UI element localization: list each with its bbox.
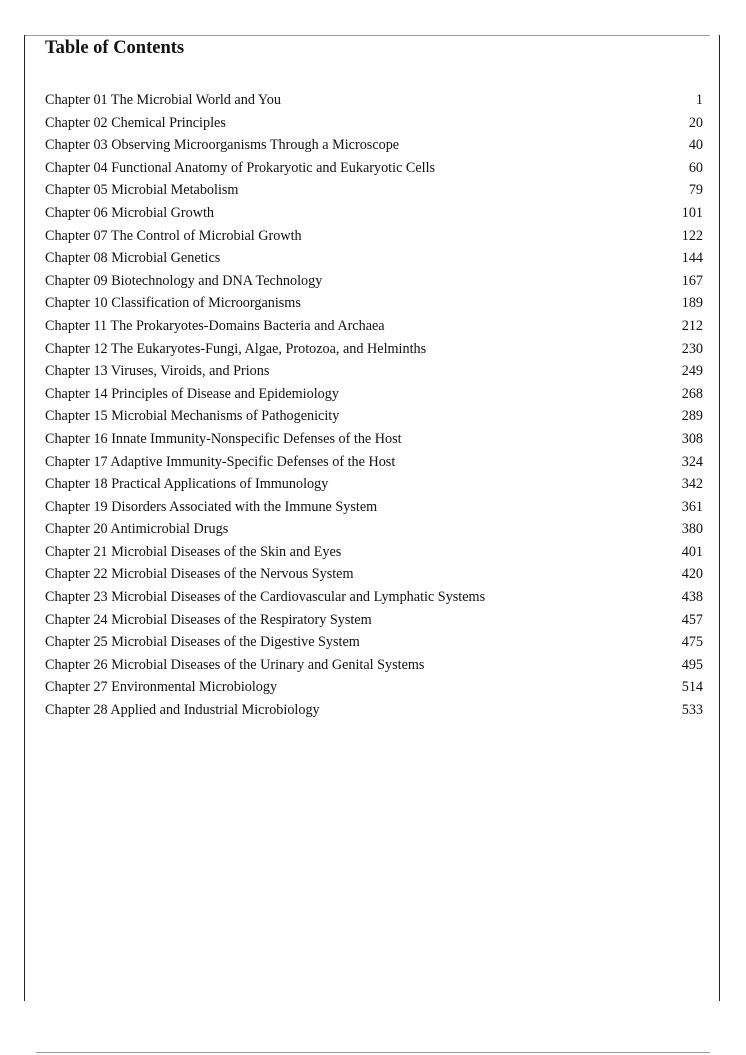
toc-list xyxy=(45,89,703,722)
toc-entry-label: Chapter 04 Functional Anatomy of Prokaryotic and Eukaryotic Cells xyxy=(45,159,436,176)
toc-entry[interactable] xyxy=(45,676,703,699)
toc-entry-label: Chapter 17 Adaptive Immunity-Specific Defenses of the Host xyxy=(45,453,396,470)
toc-entry[interactable] xyxy=(45,89,703,112)
toc-entry-label: Chapter 07 The Control of Microbial Growth xyxy=(45,227,302,244)
toc-entry-page-number: 457 xyxy=(681,611,703,628)
toc-entry[interactable] xyxy=(45,270,703,293)
toc-entry-label: Chapter 08 Microbial Genetics xyxy=(45,250,221,267)
table-of-contents xyxy=(45,37,703,719)
toc-entry-label: Chapter 16 Innate Immunity-Nonspecific Defenses of the Host xyxy=(45,430,402,447)
toc-entry[interactable] xyxy=(45,179,703,202)
toc-entry[interactable] xyxy=(45,563,703,586)
toc-entry-label: Chapter 27 Environmental Microbiology xyxy=(45,679,278,696)
toc-entry[interactable] xyxy=(45,631,703,654)
toc-entry-page-number: 420 xyxy=(681,566,703,583)
toc-entry-label: Chapter 21 Microbial Diseases of the Skin and Eyes xyxy=(45,543,342,560)
toc-entry-label: Chapter 25 Microbial Diseases of the Digestive System xyxy=(45,634,360,651)
top-rule xyxy=(25,35,710,36)
toc-entry-label: Chapter 09 Biotechnology and DNA Technology xyxy=(45,272,323,289)
toc-entry-label: Chapter 01 The Microbial World and You xyxy=(45,92,281,108)
toc-entry[interactable] xyxy=(45,586,703,609)
toc-entry-label: Chapter 14 Principles of Disease and Epidemiology xyxy=(45,385,339,402)
toc-entry[interactable] xyxy=(45,360,703,383)
toc-title: Table of Contents xyxy=(45,38,185,58)
left-page-edge xyxy=(24,35,25,1001)
right-page-edge xyxy=(719,35,720,1001)
toc-entry-label: Chapter 05 Microbial Metabolism xyxy=(45,182,239,199)
toc-entry[interactable] xyxy=(45,157,703,180)
toc-entry-page-number: 342 xyxy=(681,476,703,493)
toc-entry-label: Chapter 11 The Prokaryotes-Domains Bacteria and Archaea xyxy=(45,317,385,334)
toc-entry-page-number: 289 xyxy=(681,408,703,425)
toc-entry-page-number: 189 xyxy=(681,295,703,312)
toc-entry-label: Chapter 12 The Eukaryotes-Fungi, Algae, Protozoa, and Helminths xyxy=(45,340,427,357)
toc-entry-page-number: 40 xyxy=(688,137,703,154)
toc-entry-page-number: 144 xyxy=(681,250,703,267)
toc-entry-page-number: 122 xyxy=(681,227,703,244)
toc-entry-page-number: 308 xyxy=(681,430,703,447)
toc-entry[interactable] xyxy=(45,654,703,677)
toc-entry-label: Chapter 03 Observing Microorganisms Through a Microscope xyxy=(45,137,400,154)
toc-entry[interactable] xyxy=(45,292,703,315)
toc-entry-page-number: 514 xyxy=(681,679,703,696)
toc-entry[interactable] xyxy=(45,225,703,248)
toc-entry[interactable] xyxy=(45,473,703,496)
bottom-rule xyxy=(36,1052,710,1053)
toc-entry-label: Chapter 15 Microbial Mechanisms of Pathogenicity xyxy=(45,408,340,425)
toc-entry-page-number: 60 xyxy=(688,159,703,176)
toc-entry[interactable] xyxy=(45,112,703,135)
toc-entry[interactable] xyxy=(45,247,703,270)
toc-entry-label: Chapter 24 Microbial Diseases of the Respiratory System xyxy=(45,611,372,628)
toc-entry-page-number: 230 xyxy=(681,340,703,357)
toc-entry-page-number: 212 xyxy=(681,317,703,334)
toc-entry[interactable] xyxy=(45,518,703,541)
toc-entry-page-number: 324 xyxy=(681,453,703,470)
toc-entry-page-number: 475 xyxy=(681,634,703,651)
toc-entry-page-number: 249 xyxy=(681,363,703,380)
toc-entry-label: Chapter 18 Practical Applications of Immunology xyxy=(45,476,329,493)
toc-entry-page-number: 380 xyxy=(681,521,703,538)
toc-entry[interactable] xyxy=(45,428,703,451)
toc-entry[interactable] xyxy=(45,699,703,722)
toc-entry-label: Chapter 19 Disorders Associated with the Immune System xyxy=(45,498,378,515)
toc-entry[interactable] xyxy=(45,202,703,225)
toc-entry-page-number: 1 xyxy=(695,92,703,108)
toc-entry-label: Chapter 22 Microbial Diseases of the Nervous System xyxy=(45,566,354,583)
toc-entry-page-number: 167 xyxy=(681,272,703,289)
toc-entry-label: Chapter 23 Microbial Diseases of the Cardiovascular and Lymphatic Systems xyxy=(45,589,486,606)
toc-entry-label: Chapter 13 Viruses, Viroids, and Prions xyxy=(45,363,270,380)
toc-entry-page-number: 438 xyxy=(681,589,703,606)
toc-entry[interactable] xyxy=(45,405,703,428)
toc-entry-page-number: 495 xyxy=(681,656,703,673)
toc-entry-page-number: 101 xyxy=(681,204,703,221)
toc-entry-label: Chapter 02 Chemical Principles xyxy=(45,114,226,131)
toc-entry[interactable] xyxy=(45,541,703,564)
toc-entry-page-number: 533 xyxy=(681,702,703,719)
toc-entry-label: Chapter 28 Applied and Industrial Microbiology xyxy=(45,702,320,719)
toc-entry[interactable] xyxy=(45,609,703,632)
toc-entry-page-number: 361 xyxy=(681,498,703,515)
toc-entry[interactable] xyxy=(45,134,703,157)
toc-entry[interactable] xyxy=(45,496,703,519)
toc-entry-page-number: 79 xyxy=(688,182,703,199)
toc-entry-page-number: 401 xyxy=(681,543,703,560)
toc-entry-label: Chapter 26 Microbial Diseases of the Urinary and Genital Systems xyxy=(45,656,425,673)
toc-entry-page-number: 268 xyxy=(681,385,703,402)
toc-entry[interactable] xyxy=(45,451,703,474)
toc-entry-label: Chapter 20 Antimicrobial Drugs xyxy=(45,521,229,538)
toc-entry-label: Chapter 06 Microbial Growth xyxy=(45,204,215,221)
toc-entry[interactable] xyxy=(45,383,703,406)
toc-entry-page-number: 20 xyxy=(688,114,703,131)
toc-entry[interactable] xyxy=(45,338,703,361)
toc-entry[interactable] xyxy=(45,315,703,338)
toc-entry-label: Chapter 10 Classification of Microorganisms xyxy=(45,295,301,312)
